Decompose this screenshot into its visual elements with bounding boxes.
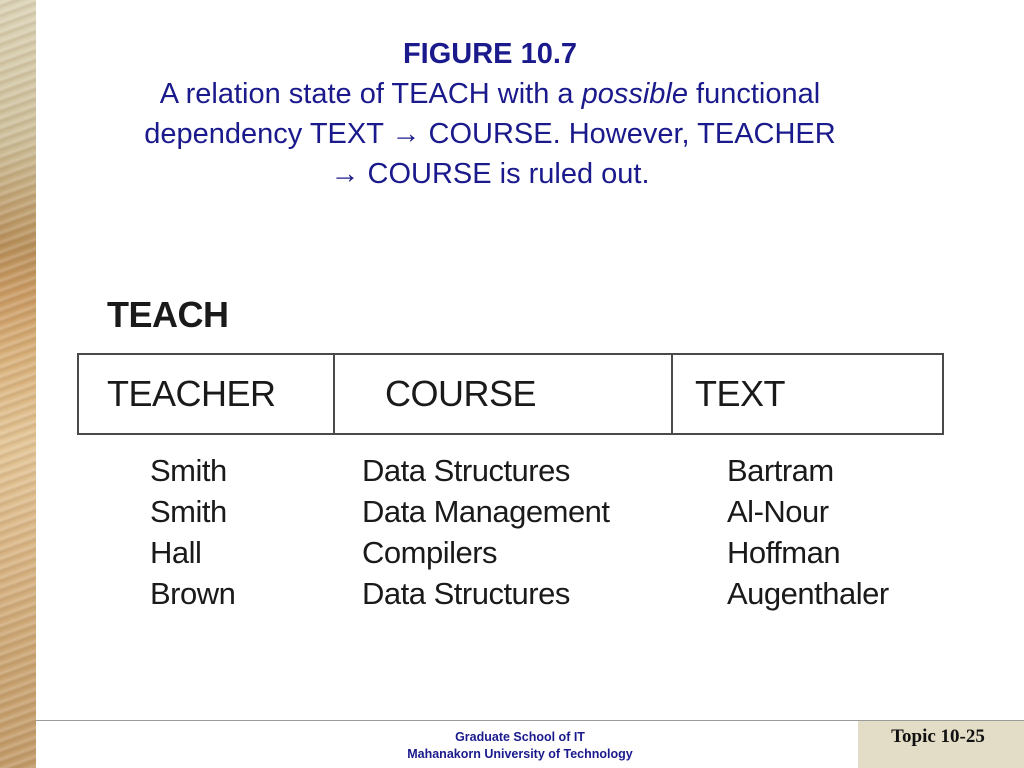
footer-university: Mahanakorn University of Technology — [407, 747, 633, 761]
cell-course: Data Structures — [362, 576, 570, 611]
relation-name: TEACH — [107, 294, 229, 335]
cell-teacher: Hall — [150, 535, 202, 570]
caption-line-1: A relation state of TEACH with a possible functional — [159, 78, 821, 110]
footer-school: Graduate School of IT — [455, 730, 585, 744]
column-header-teacher: TEACHER — [79, 355, 335, 433]
column-header-text: TEXT — [695, 373, 786, 414]
cell-course: Data Structures — [362, 453, 570, 488]
cell-teacher: Brown — [150, 576, 236, 611]
cell-text: Augenthaler — [727, 576, 889, 611]
cell-text: Hoffman — [727, 535, 841, 570]
cell-course: Compilers — [362, 535, 498, 570]
relation-header — [77, 353, 944, 435]
table-row — [0, 452, 1024, 493]
relation-rows — [0, 452, 1024, 616]
cell-teacher: Smith — [150, 494, 227, 529]
caption-line-3: → COURSE is ruled out. — [330, 158, 650, 190]
figure-number: FIGURE 10.7 — [402, 38, 578, 70]
footer-institution — [340, 729, 700, 763]
cell-text: Bartram — [727, 453, 834, 488]
topic-badge — [858, 721, 1024, 768]
caption-emphasis: possible — [581, 78, 688, 110]
table-row — [0, 493, 1024, 534]
caption-line-2: dependency TEXT → COURSE. However, TEACHER — [144, 118, 836, 150]
cell-teacher: Smith — [150, 453, 227, 488]
column-header-course: COURSE — [335, 355, 673, 433]
cell-text: Al-Nour — [727, 494, 829, 529]
figure-caption — [60, 34, 920, 194]
table-row — [0, 575, 1024, 616]
table-row — [0, 534, 1024, 575]
decorative-sand-strip — [0, 0, 36, 768]
topic-number: Topic 10-25 — [891, 726, 985, 747]
cell-course: Data Management — [362, 494, 610, 529]
